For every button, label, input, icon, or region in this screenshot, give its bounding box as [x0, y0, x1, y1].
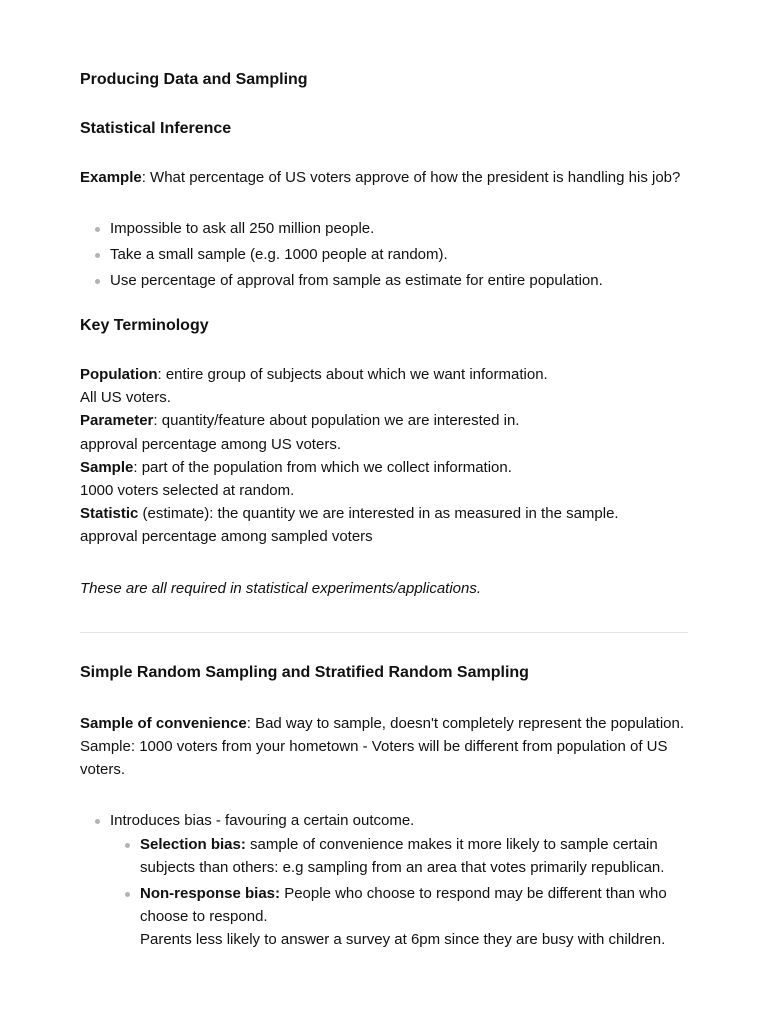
non-response-bias-text: People who choose to respond may be different than who choose to respond.: [140, 884, 667, 925]
term-parameter: Parameter: [80, 412, 154, 430]
convenience-sample-paragraph: [80, 712, 695, 781]
list-item-non-response-bias: [140, 882, 688, 951]
definition-parameter: [80, 409, 688, 432]
definition-text: : part of the population from which we collect information.: [133, 458, 512, 476]
term-non-response-bias: Non-response bias:: [140, 884, 281, 902]
example-label: Example: [80, 169, 142, 186]
example-population: All US voters.: [80, 389, 171, 407]
definition-text: : Bad way to sample, doesn't completely represent the population.: [246, 714, 685, 732]
example-parameter: approval percentage among US voters.: [80, 435, 341, 453]
page-title: Producing Data and Sampling: [80, 71, 308, 88]
definition-text: : entire group of subjects about which we want information.: [157, 366, 548, 383]
list-item: Use percentage of approval from sample as estimate for entire population.: [110, 269, 688, 292]
definition-convenience: [80, 712, 695, 735]
list-item: [110, 809, 688, 951]
term-selection-bias: Selection bias:: [140, 835, 246, 853]
example-convenience: Sample: 1000 voters from your hometown - Voters will be different from population of US voters.: [80, 737, 668, 778]
section-divider: [80, 632, 688, 633]
bias-bullet-list: [80, 809, 688, 951]
section-heading-key-terminology: Key Terminology: [80, 317, 209, 334]
example-sample: 1000 voters selected at random.: [80, 482, 295, 500]
example-paragraph: [80, 166, 688, 189]
definition-text: : quantity/feature about population we are interested in.: [153, 412, 520, 430]
term-statistic: Statistic: [80, 505, 139, 523]
example-text: : What percentage of US voters approve of how the president is handling his job?: [141, 169, 681, 186]
list-item: Impossible to ask all 250 million people.: [110, 217, 688, 240]
bias-sub-list: [110, 833, 688, 951]
term-sample: Sample: [80, 458, 134, 476]
example-statistic: approval percentage among sampled voters: [80, 528, 373, 546]
inference-bullet-list: [80, 217, 688, 292]
term-sample-of-convenience: Sample of convenience: [80, 714, 247, 732]
italic-note: These are all required in statistical experiments/applications.: [80, 579, 482, 597]
selection-bias-text: sample of convenience makes it more likely to sample certain subjects than others: e.g sampling from an area that votes primarily republican.: [140, 835, 665, 876]
non-response-bias-example: Parents less likely to answer a survey at 6pm since they are busy with children.: [140, 930, 666, 948]
term-population: Population: [80, 366, 158, 383]
list-item-selection-bias: [140, 833, 688, 879]
terminology-definitions: [80, 363, 688, 549]
bias-bullet-text: Introduces bias - favouring a certain outcome.: [110, 811, 415, 829]
section-heading-random-sampling: Simple Random Sampling and Stratified Random Sampling: [80, 663, 529, 681]
definition-population: [80, 363, 688, 386]
definition-sample: [80, 456, 688, 479]
definition-text: (estimate): the quantity we are interested in as measured in the sample.: [138, 505, 619, 523]
definition-statistic: [80, 502, 688, 525]
list-item: Take a small sample (e.g. 1000 people at random).: [110, 243, 688, 266]
section-heading-statistical-inference: Statistical Inference: [80, 120, 232, 137]
